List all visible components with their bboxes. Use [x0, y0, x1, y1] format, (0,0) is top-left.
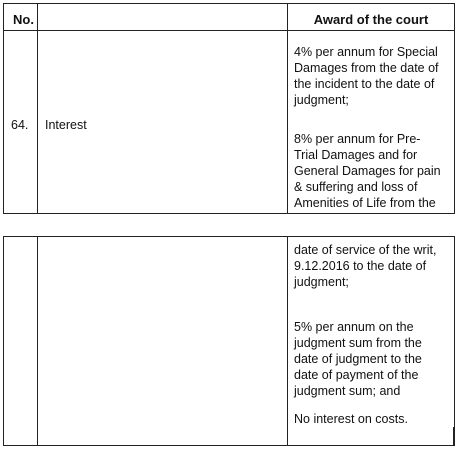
award-line: date of service of the writ, — [294, 243, 437, 257]
award-paragraph — [294, 319, 452, 399]
award-line: date of payment of the — [294, 368, 419, 382]
award-table-top — [3, 3, 455, 214]
award-line: No interest on costs. — [294, 412, 408, 426]
row-number: 64. — [11, 118, 29, 132]
award-paragraph — [294, 44, 452, 108]
header-divider — [4, 30, 454, 31]
column-divider — [287, 237, 288, 445]
award-line: judgment sum from the — [294, 336, 422, 350]
award-line: 4% per annum for Special — [294, 45, 438, 59]
award-line: 5% per annum on the — [294, 320, 414, 334]
header-no: No. — [13, 12, 34, 27]
award-line: Trial Damages and for — [294, 148, 418, 162]
award-line: Damages from the date of — [294, 61, 439, 75]
award-paragraph — [294, 131, 452, 211]
award-line: 9.12.2016 to the date of — [294, 259, 427, 273]
award-paragraph — [294, 411, 452, 427]
award-line: judgment; — [294, 93, 349, 107]
column-divider — [287, 4, 288, 213]
award-line: 8% per annum for Pre- — [294, 132, 421, 146]
header-award-of-the-court: Award of the court — [313, 12, 429, 27]
column-divider — [37, 4, 38, 213]
text-cursor — [453, 427, 454, 445]
award-line: judgment; — [294, 275, 349, 289]
award-line: date of judgment to the — [294, 352, 422, 366]
column-divider — [37, 237, 38, 445]
row-item: Interest — [45, 118, 87, 132]
award-table-continued — [3, 236, 455, 446]
award-line: the incident to the date of — [294, 77, 435, 91]
award-line: Amenities of Life from the — [294, 196, 436, 210]
award-line: & suffering and loss of — [294, 180, 418, 194]
award-line: General Damages for pain — [294, 164, 441, 178]
award-line: judgment sum; and — [294, 384, 401, 398]
award-paragraph — [294, 242, 452, 290]
